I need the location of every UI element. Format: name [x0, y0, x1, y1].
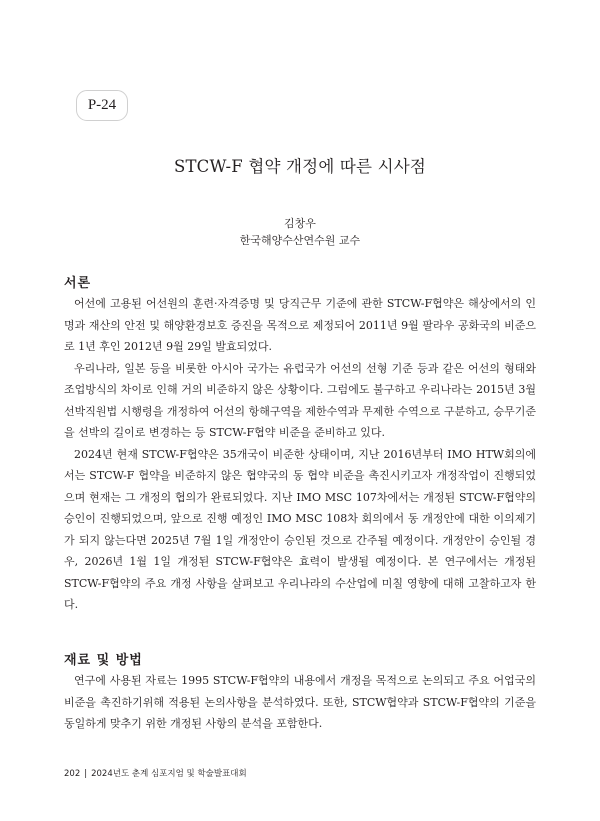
paragraph: 어선에 고용된 어선원의 훈련·자격증명 및 당직근무 기준에 관한 STCW-F협약은 해상에서의 인명과 재산의 안전 및 해양환경보호 증진을 목적으로 제정되어 2011년 9월 팔라우 공화국의 비준으로 1년 후인 2012년 9월 29일 발효되었다.: [64, 297, 536, 353]
section-body-introduction: [64, 293, 536, 616]
author-name: 김창우: [284, 217, 316, 230]
footer-separator: |: [84, 769, 88, 779]
paragraph: 연구에 사용된 자료는 1995 STCW-F협약의 내용에서 개정을 목적으로 논의되고 주요 어업국의 비준을 촉진하기위해 적용된 논의사항을 분석하였다. 또한, STCW협약과 STCW-F협약의 기준을 동일하게 맞추기 위한 개정된 사항의 분석을 포함한다.: [64, 674, 536, 730]
paragraph: 우리나라, 일본 등을 비롯한 아시아 국가는 유럽국가 어선의 선형 기준 등과 같은 어선의 형태와 조업방식의 차이로 인해 거의 비준하지 않은 상황이다. 그럼에도 불구하고 우리나라는 2015년 3월 선박직원법 시행령을 개정하여 어선의 항해구역을 제한수역과 무제한 수역으로 구분하고, 승무기준을 선박의 길이로 변경하는 등 STCW-F협약 비준을 준비하고 있다.: [64, 361, 536, 439]
author-affiliation: 한국해양수산연수원 교수: [239, 234, 361, 247]
section-heading-methods: 재료 및 방법: [64, 653, 143, 668]
session-badge: P-24: [76, 90, 128, 121]
paragraph: 2024년 현재 STCW-F협약은 35개국이 비준한 상태이며, 지난 2016년부터 IMO HTW회의에서는 STCW-F 협약을 비준하지 않은 협약국의 동 협약 비준을 촉진시키고자 개정작업이 진행되었으며 현재는 그 개정의 협의가 완료되었다. 지난 IMO MSC 107차에서는 개정된 STCW-F협약의 승인이 진행되었으며, 앞으로 진행 예정인 IMO MSC 108차 회의에서 동 개정안에 대한 이의제기가 되지 않는다면 2025년 7월 1일 개정안이 승인된 것으로 간주될 예정이다. 개정안이 승인될 경우, 2026년 1월 1일 개정된 STCW-F협약은 효력이 발생될 예정이다. 본 연구에서는 개정된 STCW-F협약의 주요 개정 사항을 살펴보고 우리나라의 수산업에 미칠 영향에 대해 고찰하고자 한다.: [64, 447, 536, 611]
paper-title: STCW-F 협약 개정에 따른 시사점: [173, 157, 427, 176]
page-number: 202: [64, 769, 81, 779]
section-heading-introduction: 서론: [64, 276, 92, 291]
event-name: 2024년도 춘계 심포지엄 및 학술발표대회: [91, 769, 247, 779]
section-body-methods: [64, 670, 536, 735]
page-footer: [64, 768, 247, 780]
